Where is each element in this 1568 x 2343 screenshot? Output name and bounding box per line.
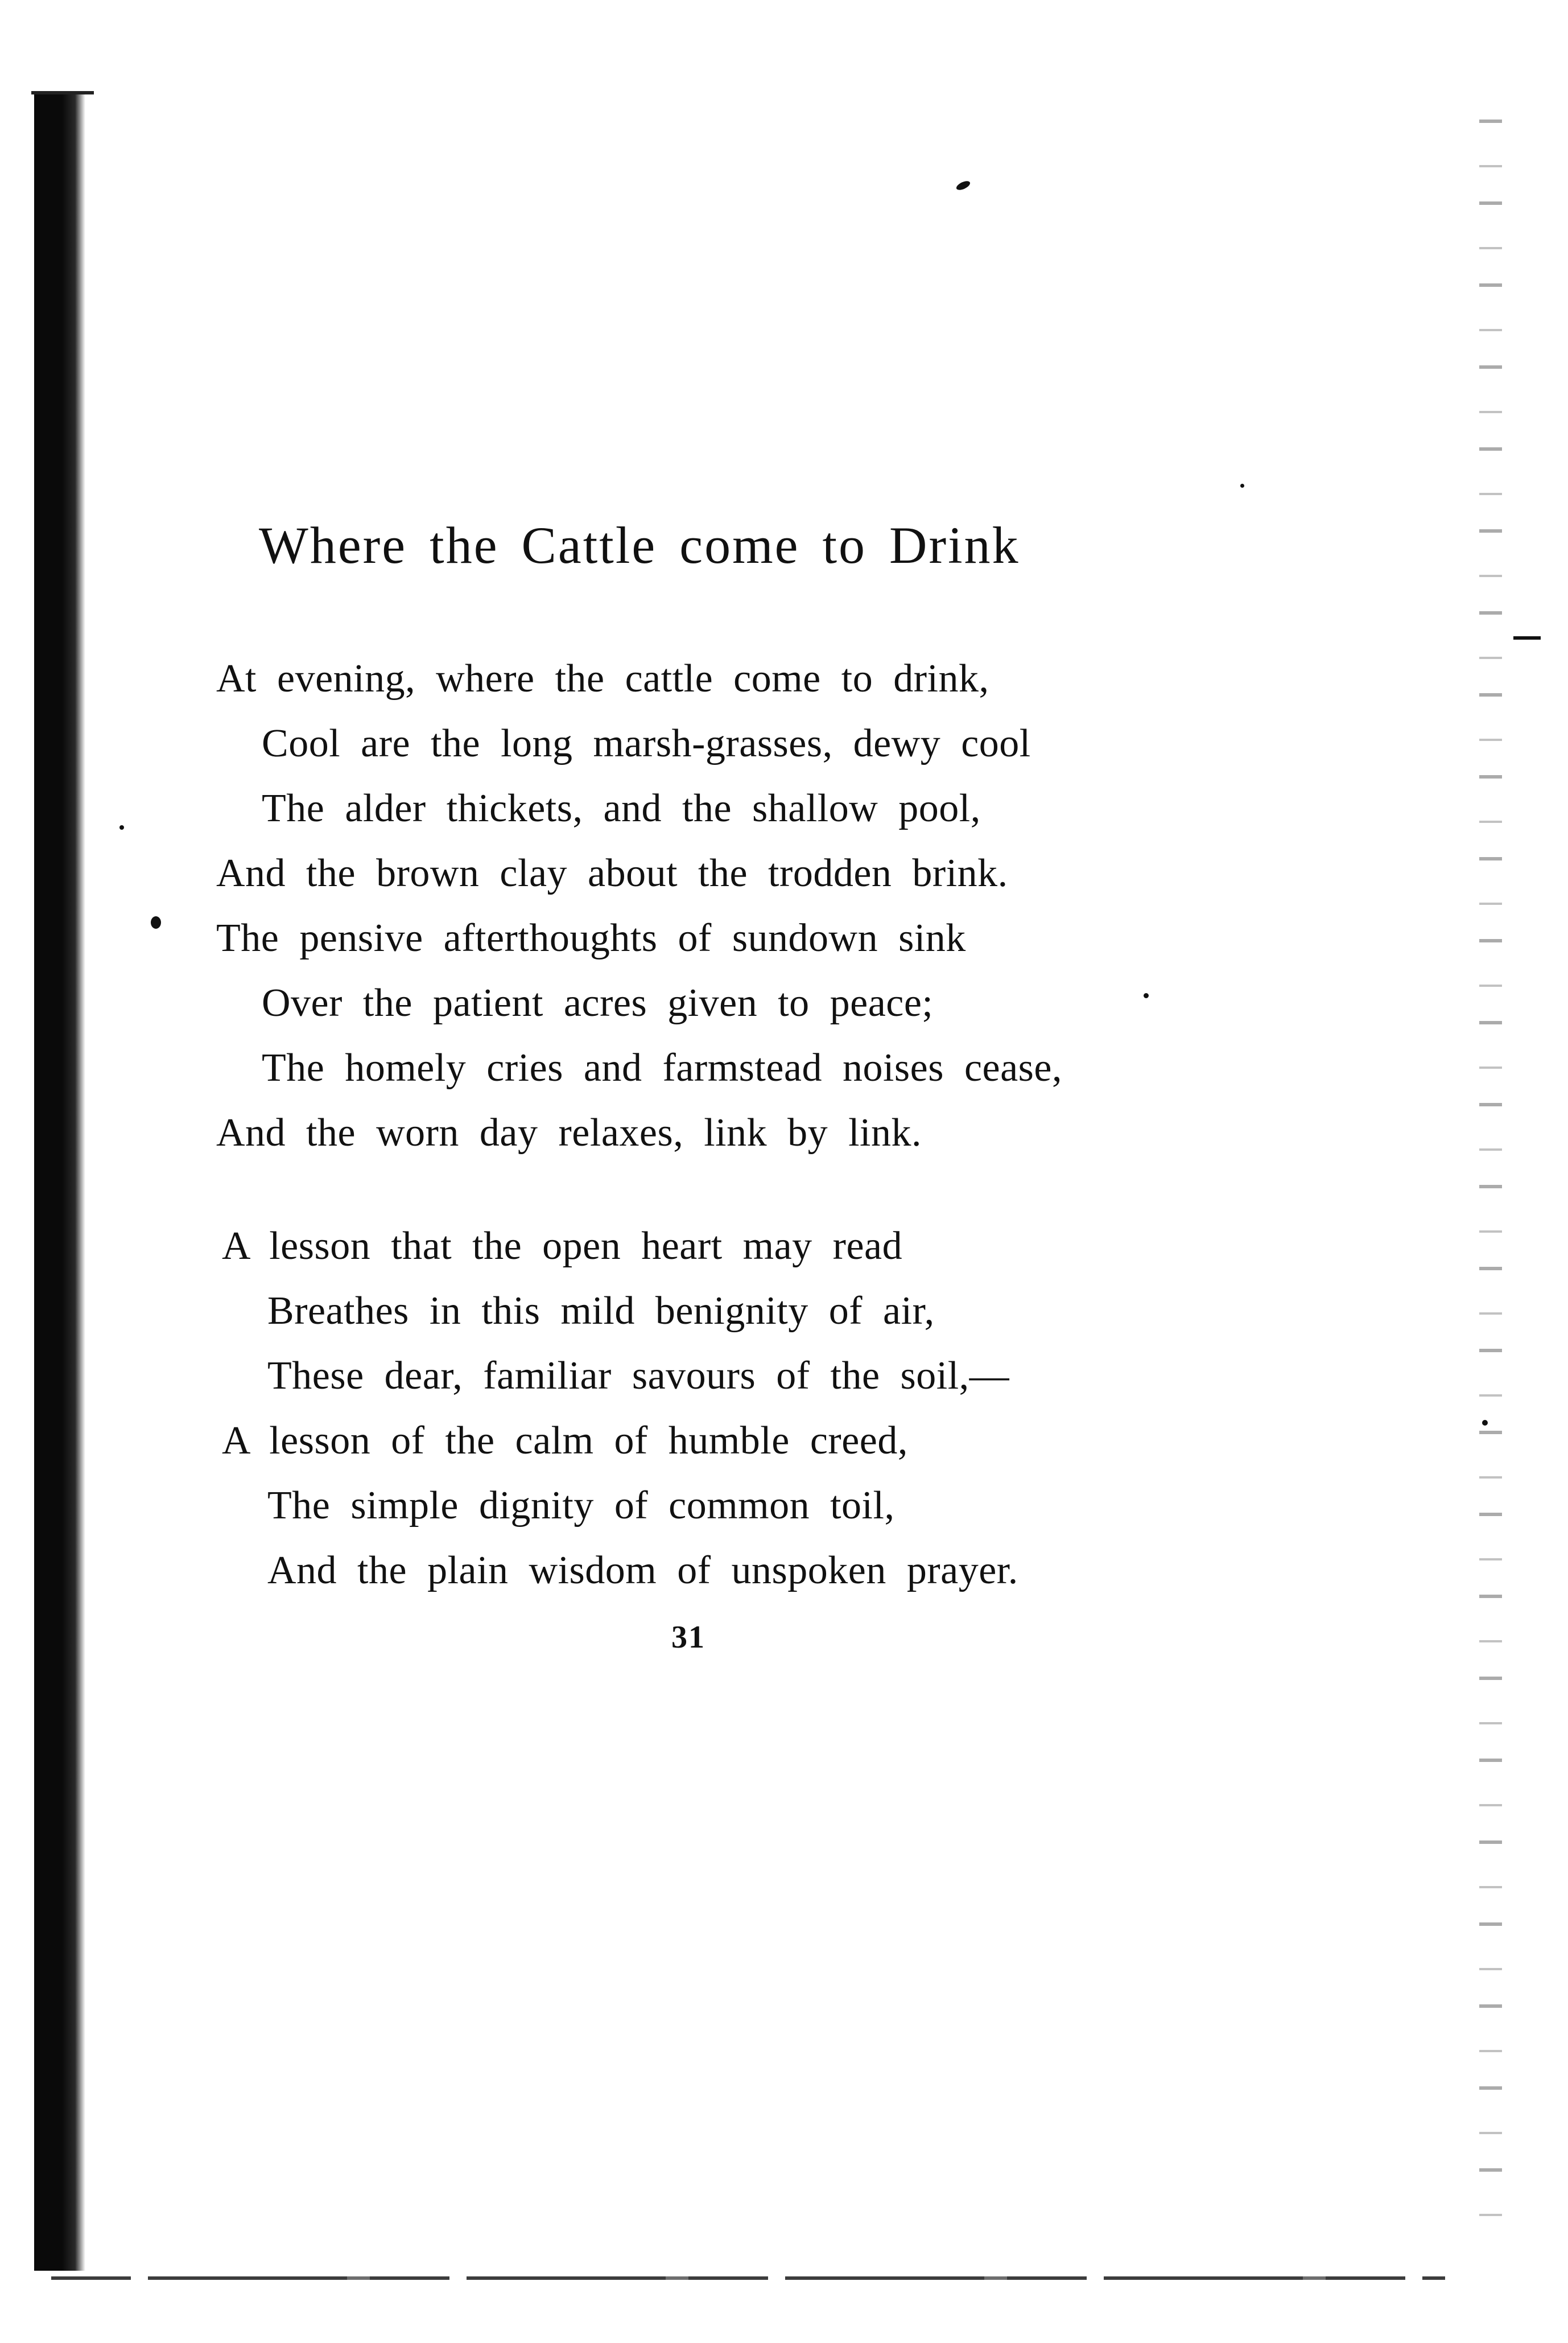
print-speck (1240, 484, 1244, 488)
poem-line: At evening, where the cattle come to drink, (216, 657, 989, 701)
poem-line: The homely cries and farmstead noises cease, (262, 1046, 1062, 1090)
poem-line: Cool are the long marsh-grasses, dewy cool (262, 722, 1031, 765)
page-number: 31 (671, 1620, 705, 1655)
right-margin-speckles (1479, 85, 1502, 2248)
poem-line: Over the patient acres given to peace; (262, 981, 934, 1025)
bottom-edge-rule (51, 2276, 1445, 2280)
binding-edge-mark (31, 91, 94, 94)
poem-line: And the plain wisdom of unspoken prayer. (267, 1549, 1018, 1592)
binding-shadow (34, 91, 85, 2271)
poem-title: Where the Cattle come to Drink (259, 516, 1020, 574)
poem-line: The pensive afterthoughts of sundown sink (216, 916, 966, 960)
poem-line: A lesson that the open heart may read (222, 1224, 903, 1268)
poem-line: These dear, familiar savours of the soil,— (267, 1354, 1010, 1398)
print-speck (1482, 1420, 1488, 1426)
print-speck (955, 179, 972, 192)
poem-line: The simple dignity of common toil, (267, 1484, 895, 1527)
print-speck (151, 916, 161, 929)
right-margin-dash (1513, 636, 1541, 640)
print-speck (119, 825, 124, 830)
poem-line: And the worn day relaxes, link by link. (216, 1111, 922, 1155)
poem-line: Breathes in this mild benignity of air, (267, 1289, 935, 1333)
poem-line: And the brown clay about the trodden brink. (216, 851, 1008, 895)
poem-line: A lesson of the calm of humble creed, (222, 1419, 908, 1463)
print-speck (1144, 993, 1149, 998)
poem-line: The alder thickets, and the shallow pool, (262, 787, 981, 830)
